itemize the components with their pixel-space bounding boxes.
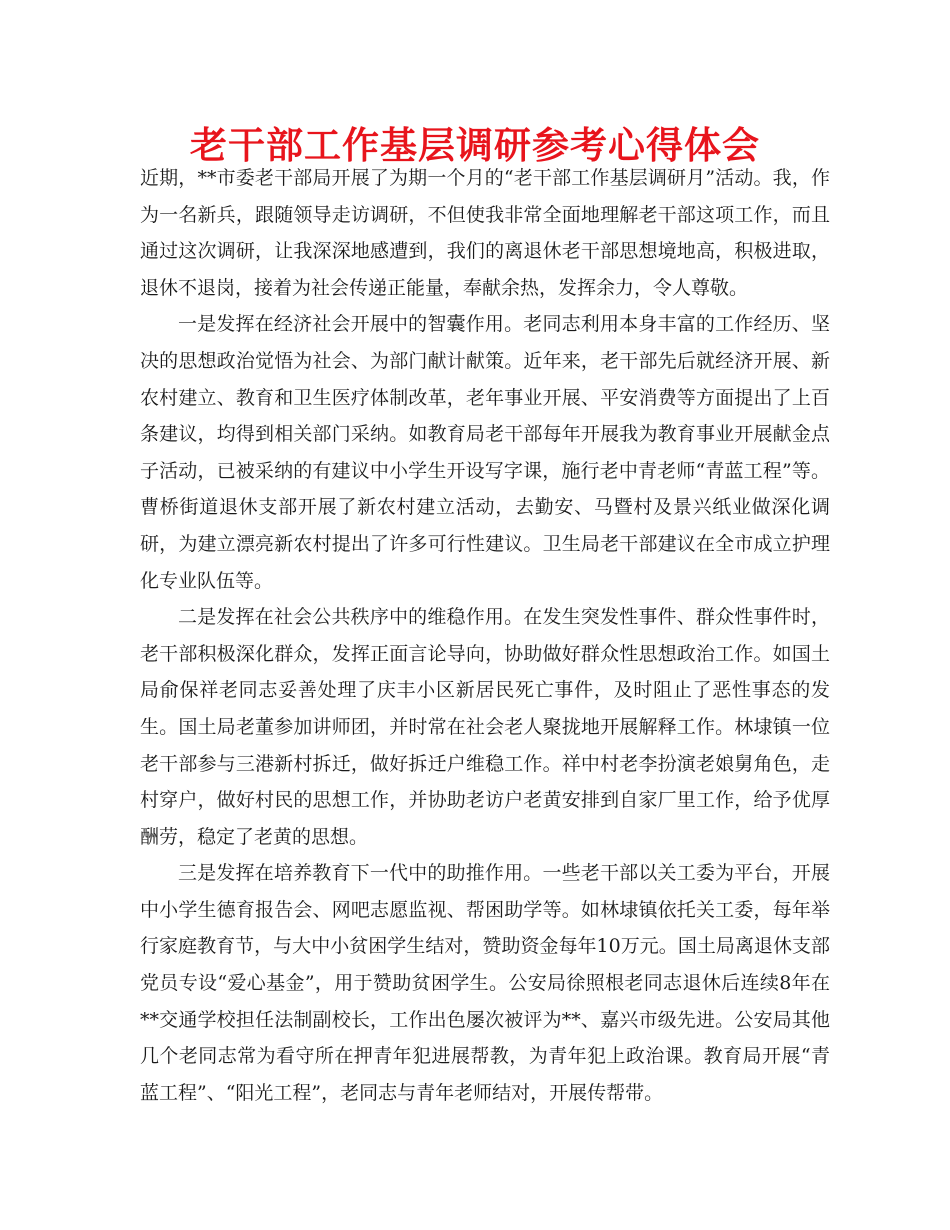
paragraph-intro: 近期，**市委老干部局开展了为期一个月的“老干部工作基层调研月”活动。我，作为一名新兵，跟随领导走访调研，不但使我非常全面地理解老干部这项工作，而且通过这次调研，让我深深地感遭到，我们的离退休老干部思想境地高，积极进取，退休不退岗，接着为社会传递正能量，奉献余热，发挥余力，令人尊敬。 (140, 167, 830, 299)
document-body (140, 160, 830, 1111)
document-title: 老干部工作基层调研参考心得体会 (190, 124, 760, 167)
paragraph-education-role: 三是发挥在培养教育下一代中的助推作用。一些老干部以关工委为平台，开展中小学生德育报告会、网吧志愿监视、帮困助学等。如林埭镇依托关工委，每年举行家庭教育节，与大中小贫困学生结对，赞助资金每年10万元。国土局离退休支部党员专设“爱心基金”，用于赞助贫困学生。公安局徐照根老同志退休后连续8年在**交通学校担任法制副校长，工作出色屡次被评为**、嘉兴市级先进。公安局其他几个老同志常为看守所在押青年犯进展帮教，为青年犯上政治课。教育局开展“青蓝工程”、“阳光工程”，老同志与青年老师结对，开展传帮带。 (140, 862, 830, 1104)
paragraph-economic-role: 一是发挥在经济社会开展中的智囊作用。老同志利用本身丰富的工作经历、坚决的思想政治觉悟为社会、为部门献计献策。近年来，老干部先后就经济开展、新农村建立、教育和卫生医疗体制改革，老年事业开展、平安消费等方面提出了上百条建议，均得到相关部门采纳。如教育局老干部每年开展我为教育事业开展献金点子活动，已被采纳的有建议中小学生开设写字课，施行老中青老师“青蓝工程”等。曹桥街道退休支部开展了新农村建立活动，去勤安、马暨村及景兴纸业做深化调研，为建立漂亮新农村提出了许多可行性建议。卫生局老干部建议在全市成立护理化专业队伍等。 (140, 313, 830, 592)
paragraph-stability-role: 二是发挥在社会公共秩序中的维稳作用。在发生突发性事件、群众性事件时，老干部积极深化群众，发挥正面言论导向，协助做好群众性思想政治工作。如国土局俞保祥老同志妥善处理了庆丰小区新居民死亡事件，及时阻止了恶性事态的发生。国土局老董参加讲师团，并时常在社会老人聚拢地开展解释工作。林埭镇一位老干部参与三港新村拆迁，做好拆迁户维稳工作。祥中村老李扮演老娘舅角色，走村穿户，做好村民的思想工作，并协助老访户老黄安排到自家厂里工作，给予优厚酬劳，稳定了老黄的思想。 (140, 606, 830, 848)
